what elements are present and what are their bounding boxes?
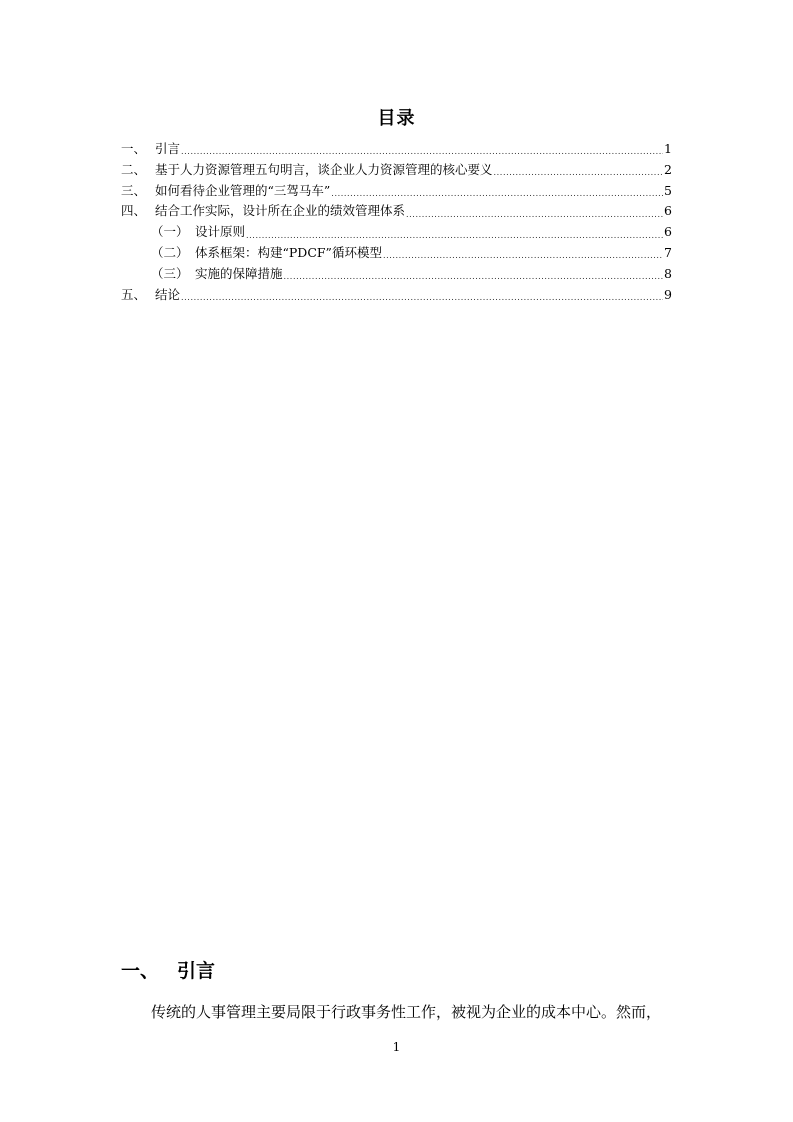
toc-entry-text: 如何看待企业管理的“三驾马车” bbox=[155, 182, 331, 198]
toc-entry-page: 1 bbox=[664, 141, 672, 156]
page-number: 1 bbox=[392, 1040, 401, 1054]
toc-entry-page: 5 bbox=[664, 182, 672, 198]
toc-leader-dots bbox=[494, 167, 664, 179]
toc-leader-dots bbox=[331, 188, 663, 200]
toc-entry-number: （一） bbox=[151, 224, 189, 240]
toc-entry-number: 五、 bbox=[121, 286, 147, 302]
toc-leader-dots bbox=[181, 292, 663, 304]
toc-entry-text: 体系框架：构建“PDCF”循环模型 bbox=[195, 244, 382, 260]
toc-leader-dots bbox=[383, 250, 663, 262]
toc-subentry[interactable] bbox=[121, 243, 672, 264]
toc-leader-dots bbox=[181, 146, 663, 158]
toc-entry-number: 三、 bbox=[121, 182, 147, 198]
toc-entry-page: 6 bbox=[664, 224, 672, 240]
toc-entry[interactable] bbox=[121, 139, 672, 160]
toc-entry-number: （三） bbox=[151, 265, 189, 281]
toc-entry-page: 9 bbox=[664, 286, 672, 302]
toc-entry[interactable] bbox=[121, 201, 672, 222]
toc-entry-page: 7 bbox=[664, 244, 672, 260]
table-of-contents bbox=[121, 139, 672, 305]
toc-entry-page: 6 bbox=[664, 203, 672, 219]
toc-entry[interactable] bbox=[121, 181, 672, 202]
toc-entry-number: 四、 bbox=[121, 203, 147, 219]
toc-subentry[interactable] bbox=[121, 264, 672, 285]
toc-entry-page: 2 bbox=[664, 161, 672, 177]
toc-leader-dots bbox=[246, 230, 663, 242]
toc-leader-dots bbox=[284, 271, 664, 283]
section-number: 一、 bbox=[121, 960, 160, 982]
toc-entry-text: 实施的保障措施 bbox=[195, 265, 283, 281]
section-title: 引言 bbox=[177, 960, 216, 982]
toc-entry-number: 二、 bbox=[121, 161, 147, 177]
toc-entry[interactable] bbox=[121, 160, 672, 181]
body-paragraph: 传统的人事管理主要局限于行政事务性工作，被视为企业的成本中心。然而， bbox=[151, 1003, 662, 1021]
toc-entry-text: 结合工作实际，设计所在企业的绩效管理体系 bbox=[155, 203, 406, 219]
toc-entry-text: 设计原则 bbox=[195, 224, 246, 240]
toc-entry-text: 结论 bbox=[155, 286, 181, 302]
toc-entry-page: 8 bbox=[664, 265, 672, 281]
toc-entry-number: 一、 bbox=[121, 141, 147, 156]
toc-title: 目录 bbox=[377, 108, 416, 129]
toc-entry-text: 基于人力资源管理五句明言，谈企业人力资源管理的核心要义 bbox=[155, 161, 493, 177]
toc-entry[interactable] bbox=[121, 285, 672, 306]
section-heading bbox=[121, 956, 215, 983]
toc-leader-dots bbox=[406, 209, 663, 221]
toc-entry-number: （二） bbox=[151, 244, 189, 260]
toc-entry-text: 引言 bbox=[155, 141, 181, 156]
toc-subentry[interactable] bbox=[121, 222, 672, 243]
